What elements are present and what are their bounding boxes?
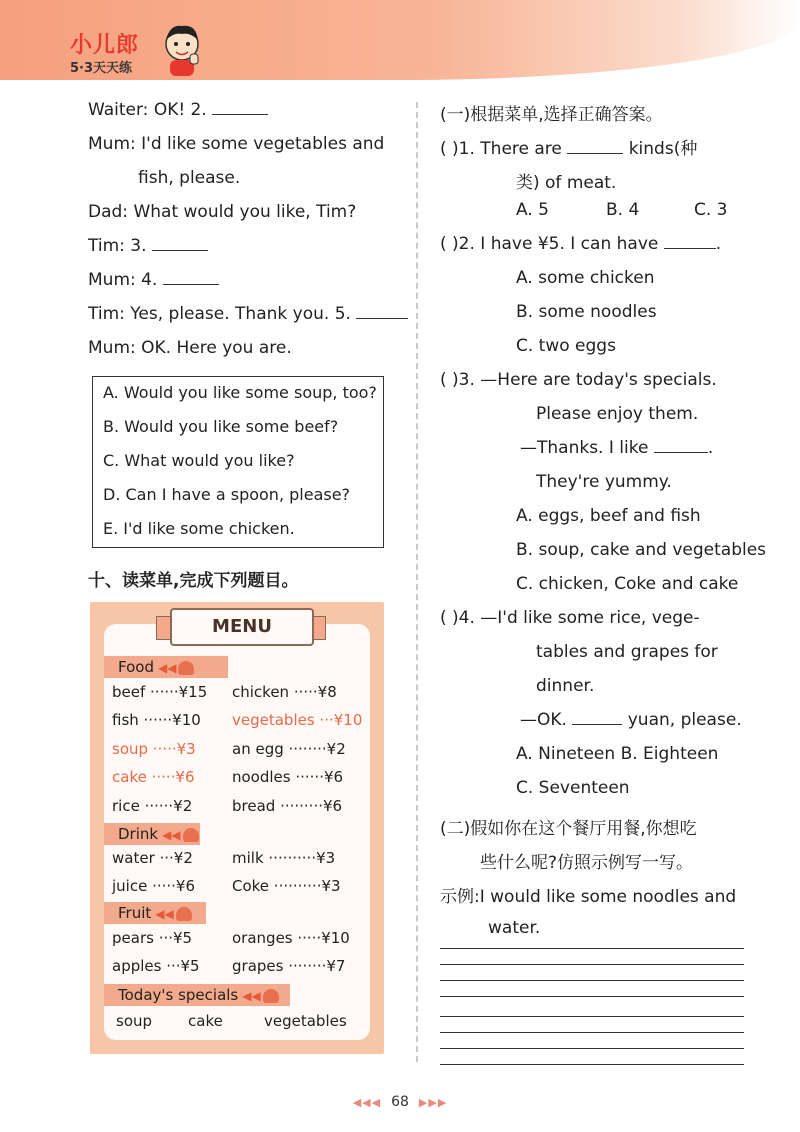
menu-item: water ···¥2 (112, 849, 193, 867)
menu-item: juice ·····¥6 (112, 877, 196, 895)
option-c: C. What would you like? (103, 451, 295, 470)
menu-item: Coke ··········¥3 (232, 877, 341, 895)
logo-subtitle: 5·3天天练 (70, 61, 133, 76)
page-footer (0, 1094, 800, 1110)
answer-blank[interactable] (163, 270, 219, 285)
question-4: ( )4. —I'd like some rice, vege- (440, 608, 700, 628)
dialogue-line: Tim: 3. (88, 236, 208, 256)
example-line: 示例:I would like some noodles and (440, 887, 737, 907)
writing-line[interactable] (440, 964, 744, 965)
question-1: ( )1. There are kinds(种 (440, 139, 698, 159)
choice: C. chicken, Coke and cake (516, 574, 739, 594)
brand-logo (70, 28, 139, 76)
menu-item: rice ······¥2 (112, 797, 193, 815)
writing-line[interactable] (440, 1064, 744, 1065)
option-e: E. I'd like some chicken. (103, 519, 295, 538)
writing-line[interactable] (440, 996, 744, 997)
dialogue-line: Dad: What would you like, Tim? (88, 202, 357, 222)
menu-item: oranges ·····¥10 (232, 929, 350, 947)
special-item: vegetables (264, 1012, 347, 1030)
menu-item: chicken ·····¥8 (232, 683, 337, 701)
answer-blank[interactable] (664, 234, 716, 249)
choice: A. some chicken (516, 268, 655, 288)
answer-blank[interactable] (152, 236, 208, 251)
menu-item: beef ······¥15 (112, 683, 208, 701)
special-item: cake (188, 1012, 223, 1030)
menu-item: bread ·········¥6 (232, 797, 343, 815)
writing-line[interactable] (440, 1016, 744, 1017)
question-text: They're yummy. (536, 472, 672, 492)
category-drink: Drink ◀◀ (104, 823, 200, 845)
part-one-title: (一)根据菜单,选择正确答案。 (440, 105, 663, 125)
cup-icon (183, 828, 199, 842)
choice: A. eggs, beef and fish (516, 506, 701, 526)
writing-line[interactable] (440, 1032, 744, 1033)
part-two-title: (二)假如你在这个餐厅用餐,你想吃 (440, 819, 697, 839)
menu-item: pears ···¥5 (112, 929, 193, 947)
answer-blank[interactable] (572, 710, 622, 725)
dialogue-line: Mum: OK. Here you are. (88, 338, 292, 358)
chicken-icon (178, 661, 194, 675)
menu-item: soup ·····¥3 (112, 740, 196, 758)
answer-blank[interactable] (567, 139, 623, 154)
category-specials: Today's specials ◀◀ (104, 984, 290, 1006)
chef-hat-icon (263, 989, 279, 1003)
menu-item: an egg ········¥2 (232, 740, 346, 758)
dialogue-line: Tim: Yes, please. Thank you. 5. (88, 304, 408, 324)
answer-blank[interactable] (212, 100, 268, 115)
question-text: tables and grapes for (536, 642, 718, 662)
options-box (92, 376, 384, 548)
menu-item: cake ·····¥6 (112, 768, 195, 786)
part-two-title-cont: 些什么呢?仿照示例写一写。 (480, 853, 694, 873)
writing-line[interactable] (440, 980, 744, 981)
prev-arrows-icon: ◀◀◀ (352, 1096, 382, 1109)
choice: A. Nineteen B. Eighteen (516, 744, 719, 764)
option-a: A. Would you like some soup, too? (103, 383, 377, 402)
dialogue-line: Mum: 4. (88, 270, 219, 290)
menu-item: fish ······¥10 (112, 711, 201, 729)
choice: C. two eggs (516, 336, 616, 356)
menu-item: vegetables ···¥10 (232, 711, 363, 729)
choice: C. Seventeen (516, 778, 630, 798)
question-text: —OK. yuan, please. (520, 710, 742, 730)
menu-item: apples ···¥5 (112, 957, 200, 975)
option-d: D. Can I have a spoon, please? (103, 485, 351, 504)
choice: A. 5 (516, 200, 549, 220)
menu-item: noodles ······¥6 (232, 768, 344, 786)
menu-item: milk ··········¥3 (232, 849, 336, 867)
example-line-cont: water. (488, 918, 541, 938)
page-number: 68 (391, 1094, 409, 1110)
answer-blank[interactable] (654, 438, 708, 453)
mascot-icon (160, 22, 204, 78)
writing-line[interactable] (440, 948, 744, 949)
answer-blank[interactable] (356, 304, 408, 319)
column-divider (416, 102, 418, 1062)
option-b: B. Would you like some beef? (103, 417, 339, 436)
question-text: 类) of meat. (516, 173, 617, 193)
category-fruit: Fruit ◀◀ (104, 902, 206, 924)
choice: C. 3 (694, 200, 728, 220)
category-food: Food ◀◀ (104, 656, 228, 678)
question-2: ( )2. I have ¥5. I can have . (440, 234, 722, 254)
dialogue-line: Waiter: OK! 2. (88, 100, 268, 120)
special-item: soup (116, 1012, 153, 1030)
question-text: dinner. (536, 676, 595, 696)
watermelon-icon (176, 907, 192, 921)
choice: B. some noodles (516, 302, 657, 322)
writing-line[interactable] (440, 1048, 744, 1049)
next-arrows-icon: ▶▶▶ (418, 1096, 448, 1109)
logo-title: 小儿郎 (70, 33, 140, 58)
menu-title: MENU (170, 608, 314, 646)
dialogue-line: fish, please. (138, 168, 241, 188)
choice: B. soup, cake and vegetables (516, 540, 767, 560)
question-3: ( )3. —Here are today's specials. (440, 370, 717, 390)
question-text: —Thanks. I like . (520, 438, 714, 458)
dialogue-line: Mum: I'd like some vegetables and (88, 134, 385, 154)
question-text: Please enjoy them. (536, 404, 699, 424)
section-title: 十、读菜单,完成下列题目。 (88, 571, 299, 591)
choice: B. 4 (606, 200, 640, 220)
menu-item: grapes ········¥7 (232, 957, 346, 975)
